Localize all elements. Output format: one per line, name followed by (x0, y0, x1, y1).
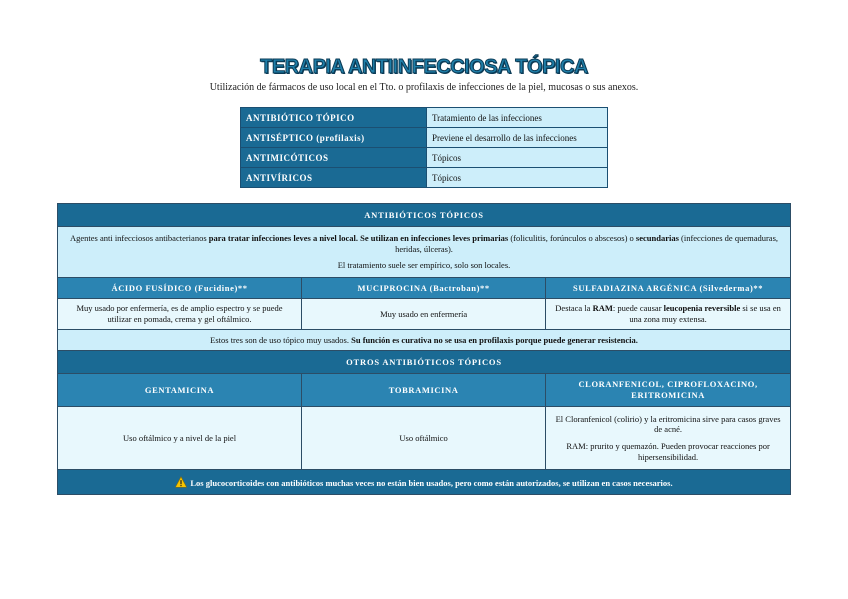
drug-desc-fusidico: Muy usado por enfermería, es de amplio espectro y se puede utilizar en pomada, crema y gel oftálmico. (58, 299, 302, 330)
drug-name-tobramicina: TOBRAMICINA (302, 374, 546, 407)
desc-paragraph-2: RAM: prurito y quemazón. Pueden provocar reacciones por hipersensibilidad. (566, 441, 770, 462)
drug-desc-gentamicina: Uso oftálmico y a nivel de la piel (58, 407, 302, 470)
note-text: Estos tres son de uso tópico muy usados. (210, 334, 352, 345)
drug-desc-tobramicina: Uso oftálmico (302, 407, 546, 470)
drug-desc-row (58, 299, 791, 330)
antibiotics-header-row (58, 204, 791, 227)
antibiotics-header: ANTIBIÓTICOS TÓPICOS (58, 204, 791, 227)
intro-text-3: (infecciones de quemaduras, heridas, úlceras). (395, 233, 779, 254)
antibiotics-note-row (58, 330, 791, 351)
intro-paragraph (64, 233, 784, 254)
intro-text-1: Agentes anti infecciosos antibacterianos (69, 233, 209, 244)
page-subtitle: Utilización de fármacos de uso local en el Tto. o profilaxis de infecciones de la piel, mucosas o sus anexos. (209, 82, 639, 93)
drug-names-row (58, 278, 791, 299)
summary-row (241, 148, 608, 168)
intro-text-2: (foliculitis, forúnculos o abscesos) o (508, 233, 636, 244)
intro-bold-1: para tratar infecciones leves a nivel local. Se utilizan en infecciones leves primarias (208, 233, 509, 244)
others-desc-row (58, 407, 791, 470)
drug-name-muciprocina: MUCIPROCINA (Bactroban)** (302, 278, 546, 299)
antibiotics-intro-row (58, 227, 791, 278)
footer-text: Los glucocorticoides con antibióticos muchas veces no están bien usados, pero como están autorizados, se utilizan en casos necesarios. (190, 477, 673, 488)
desc-text: si se usa en una zona muy extensa. (629, 303, 781, 324)
desc-text: Destaca la (555, 303, 593, 314)
antibiotics-intro (58, 227, 791, 278)
summary-row (241, 128, 608, 148)
summary-key: ANTIVÍRICOS (241, 168, 427, 188)
drug-name-fusidico: ÁCIDO FUSÍDICO (Fucidine)** (58, 278, 302, 299)
summary-value: Tópicos (427, 148, 608, 168)
desc-text: : puede causar (612, 303, 664, 314)
drug-name-gentamicina: GENTAMICINA (58, 374, 302, 407)
footer-row (58, 470, 791, 495)
drug-desc-sulfadiazina (546, 299, 791, 330)
footer-note (58, 470, 791, 495)
summary-table (240, 107, 608, 188)
intro-bold-2: secundarias (635, 233, 679, 244)
desc-paragraph-1: El Cloranfenicol (colirio) y la eritromicina sirve para casos graves de acné. (555, 413, 781, 435)
summary-row (241, 108, 608, 128)
antibiotics-table (57, 203, 791, 495)
warning-icon (175, 476, 187, 488)
summary-value: Tópicos (427, 168, 608, 188)
drug-desc-muciprocina: Muy usado en enfermería (302, 299, 546, 330)
page-title: TERAPIA ANTIINFECCIOSA TÓPICA (260, 56, 588, 78)
summary-key: ANTIMICÓTICOS (241, 148, 427, 168)
others-header-row (58, 351, 791, 374)
summary-value: Tratamiento de las infecciones (427, 108, 608, 128)
drug-name-sulfadiazina: SULFADIAZINA ARGÉNICA (Silvederma)** (546, 278, 791, 299)
desc-bold: leucopenia reversible (663, 303, 741, 314)
others-names-row (58, 374, 791, 407)
note-bold: Su función es curativa no se usa en profilaxis porque puede generar resistencia. (351, 334, 638, 345)
others-header: OTROS ANTIBIÓTICOS TÓPICOS (58, 351, 791, 374)
summary-key: ANTISÉPTICO (profilaxis) (241, 128, 427, 148)
desc-bold: RAM (592, 303, 613, 314)
summary-value: Previene el desarrollo de las infecciones (427, 128, 608, 148)
summary-row (241, 168, 608, 188)
antibiotics-note (58, 330, 791, 351)
drug-name-cloranfenicol: CLORANFENICOL, CIPROFLOXACINO, ERITROMICINA (546, 374, 791, 407)
drug-desc-cloranfenicol (546, 407, 791, 470)
intro-line-2: El tratamiento suele ser empírico, solo son locales. (337, 260, 511, 271)
summary-key: ANTIBIÓTICO TÓPICO (241, 108, 427, 128)
